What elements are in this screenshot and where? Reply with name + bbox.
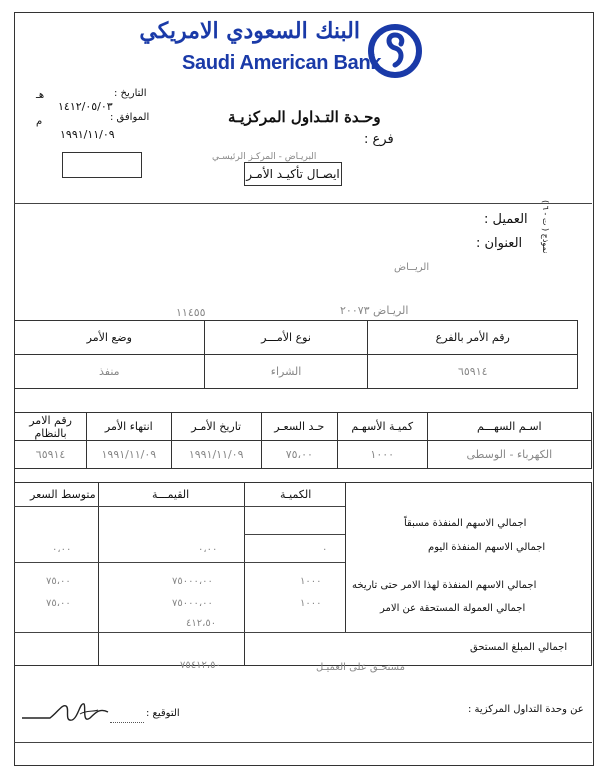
summary-col-line-3 xyxy=(345,482,346,632)
side-form-code: نموذج ( ت - ٦ ) xyxy=(541,200,550,254)
bank-name-en: Saudi American Bank xyxy=(182,52,382,74)
summary-qty-line xyxy=(244,534,345,535)
city-line: الريـاض ٢٠٠٧٣ xyxy=(340,304,409,317)
order-status-header: وضع الأمر xyxy=(15,321,205,355)
stock-name-value: الكهرباء - الوسطى xyxy=(427,441,591,469)
summary-row-line xyxy=(14,562,345,563)
order-date-header: تاريخ الأمـر xyxy=(171,413,261,441)
order-status-value: منفذ xyxy=(15,355,205,389)
branch-label: فرع : xyxy=(364,132,394,147)
summary-header-line xyxy=(14,506,345,507)
quantity-header: كميـة الأسهـم xyxy=(337,413,427,441)
commission-qty: ١٠٠٠ xyxy=(300,598,322,609)
commission-avg: ٧٥،٠٠ xyxy=(46,598,71,609)
summary-row-label: اجمالي الاسهم المنفذة مسبقاً xyxy=(404,518,527,529)
order-number-value: ٦٥٩١٤ xyxy=(368,355,578,389)
today-avg: ٠،٠٠ xyxy=(52,544,72,555)
summary-table xyxy=(14,482,592,666)
date-gregorian: ١٩٩١/١١/٠٩ xyxy=(60,128,115,141)
price-limit-header: حـد السعـر xyxy=(261,413,337,441)
stock-name-header: اسـم السهـــم xyxy=(427,413,591,441)
receipt-title: ايصـال تأكيـد الأمـر xyxy=(246,167,340,181)
footer-bottom-line xyxy=(14,742,592,743)
summary-col-line-1 xyxy=(98,482,99,666)
header-divider xyxy=(14,203,592,204)
commission-value: ٤١٢،٥٠ xyxy=(186,618,217,629)
order-type-header: نوع الأمـــر xyxy=(204,321,368,355)
date-label: التاريخ : xyxy=(114,88,147,99)
summary-row-label: اجمالي الاسهم المنفذة اليوم xyxy=(428,542,546,553)
summary-total-line xyxy=(14,632,592,633)
todate-avg: ٧٥،٠٠ xyxy=(46,576,71,587)
signature-label: التوقيع : xyxy=(146,708,180,719)
corresponding-label: الموافق : xyxy=(110,112,150,123)
summary-row-label: اجمالي العمولة المستحقة عن الامر xyxy=(380,603,526,614)
bank-name-ar: البنك السعودي الامريكي xyxy=(139,18,360,44)
date-hijri: ١٤١٢/٠٥/٠٣ xyxy=(58,100,113,113)
bank-emblem-icon xyxy=(368,24,422,78)
hijri-suffix: هـ xyxy=(36,90,45,101)
receipt-title-box xyxy=(244,162,342,186)
price-limit-value: ٧٥،٠٠ xyxy=(261,441,337,469)
summary-avg-header: متوسط السعر xyxy=(30,488,96,501)
empty-field-box xyxy=(62,152,142,178)
total-label: اجمالي المبلغ المستحق xyxy=(470,642,568,653)
system-order-no-value: ٦٥٩١٤ xyxy=(15,441,87,469)
order-type-value: الشراء xyxy=(204,355,368,389)
commission-row-value: ٧٥٠٠٠،٠٠ xyxy=(172,598,213,609)
stock-table xyxy=(14,412,592,469)
total-value: ٧٥٤١٢،٥٠ xyxy=(180,660,221,671)
bank-logo xyxy=(139,18,422,82)
summary-row-label: اجمالي الاسهم المنفذة لهذا الامر حتى تاريخه xyxy=(352,580,537,591)
order-table xyxy=(14,320,578,389)
customer-label: العميل : xyxy=(484,212,528,227)
today-value: ٠،٠٠ xyxy=(198,544,218,555)
summary-col-line-2 xyxy=(244,482,245,666)
handwritten-signature xyxy=(20,692,116,732)
summary-value-header: القيمـــة xyxy=(152,488,190,501)
today-qty: ٠ xyxy=(322,544,328,555)
address-label: العنوان : xyxy=(476,236,523,251)
summary-qty-header: الكميـة xyxy=(280,488,312,501)
gregorian-suffix: م xyxy=(36,116,43,127)
order-number-header: رقم الأمر بالفرع xyxy=(368,321,578,355)
quantity-value: ١٠٠٠ xyxy=(337,441,427,469)
todate-qty: ١٠٠٠ xyxy=(300,576,322,587)
branch-code: ١١٤٥٥ xyxy=(176,306,206,319)
todate-value: ٧٥٠٠٠،٠٠ xyxy=(172,576,213,587)
address-value: الريــاض xyxy=(394,262,430,273)
unit-title: وحـدة التـداول المركزيـة xyxy=(228,108,381,126)
unit-signature-label: عن وحدة التداول المركزية : xyxy=(468,704,584,715)
order-expiry-value: ١٩٩١/١١/٠٩ xyxy=(87,441,171,469)
order-expiry-header: انتهاء الأمر xyxy=(87,413,171,441)
branch-stamp: البريـاض - المركـز الرئيسـي xyxy=(212,152,317,162)
system-order-no-header: رقم الامر بالنظام xyxy=(15,413,87,441)
customer-due: مستحـق على العميـل xyxy=(316,662,405,673)
order-date-value: ١٩٩١/١١/٠٩ xyxy=(171,441,261,469)
